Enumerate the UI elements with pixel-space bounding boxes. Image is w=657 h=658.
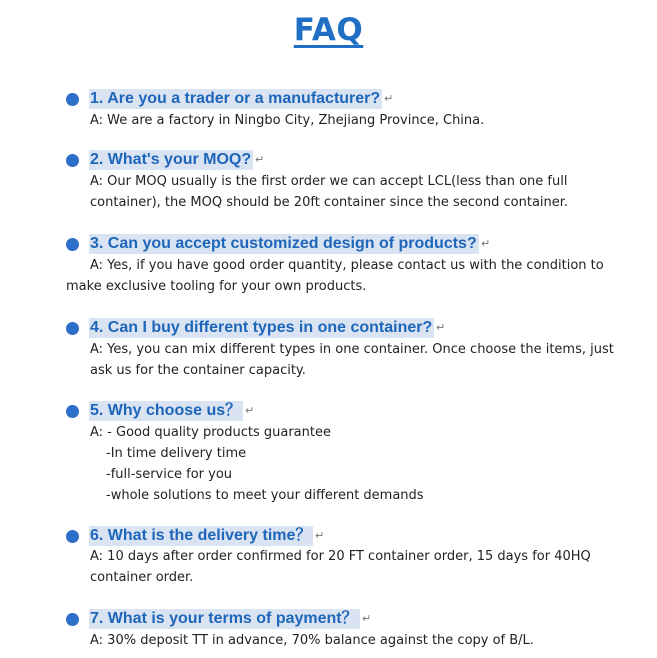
faq-answer-line: A: - Good quality products guarantee: [90, 425, 331, 440]
faq-answer-line: make exclusive tooling for your own products.: [66, 279, 367, 294]
paragraph-mark-icon: ↵: [384, 93, 394, 105]
faq-answer-line: A: We are a factory in Ningbo City, Zhejiang Province, China.: [90, 113, 485, 128]
bullet-icon: [66, 530, 79, 543]
paragraph-mark-icon: ↵: [245, 405, 255, 417]
paragraph-mark-icon: ↵: [362, 613, 372, 625]
paragraph-mark-icon: ↵: [481, 238, 491, 250]
page-title: FAQ: [293, 12, 364, 48]
faq-question: 7. What is your terms of payment？: [90, 610, 358, 627]
faq-question: 5. Why choose us？: [90, 402, 242, 419]
paragraph-mark-icon: ↵: [436, 322, 446, 334]
faq-question: 2. What's your MOQ?: [90, 151, 252, 168]
paragraph-mark-icon: ↵: [315, 530, 325, 542]
faq-question: 3. Can you accept customized design of products?: [90, 235, 477, 252]
faq-answer-line: A: Our MOQ usually is the first order we can accept LCL(less than one full: [90, 174, 568, 189]
faq-answer-line: container order.: [90, 570, 194, 585]
faq-answer-line: ask us for the container capacity.: [90, 363, 306, 378]
bullet-icon: [66, 238, 79, 251]
faq-answer-line: A: 30% deposit TT in advance, 70% balance against the copy of B/L.: [90, 633, 534, 648]
bullet-icon: [66, 93, 79, 106]
faq-answer-line: -full-service for you: [106, 467, 233, 482]
faq-answer-line: A: Yes, if you have good order quantity, please contact us with the condition to: [90, 258, 604, 273]
bullet-icon: [66, 322, 79, 335]
faq-answer-line: A: 10 days after order confirmed for 20 FT container order, 15 days for 40HQ: [90, 549, 591, 564]
faq-question: 4. Can I buy different types in one container?: [90, 319, 433, 336]
faq-answer-line: container), the MOQ should be 20ft container since the second container.: [90, 195, 569, 210]
bullet-icon: [66, 613, 79, 626]
faq-question: 6. What is the delivery time？: [90, 527, 312, 544]
paragraph-mark-icon: ↵: [255, 154, 265, 166]
faq-question: 1. Are you a trader or a manufacturer?: [90, 90, 381, 107]
bullet-icon: [66, 154, 79, 167]
faq-answer-line: -In time delivery time: [106, 446, 247, 461]
bullet-icon: [66, 405, 79, 418]
faq-answer-line: A: Yes, you can mix different types in one container. Once choose the items, just: [90, 342, 614, 357]
faq-answer-line: -whole solutions to meet your different demands: [106, 488, 424, 503]
